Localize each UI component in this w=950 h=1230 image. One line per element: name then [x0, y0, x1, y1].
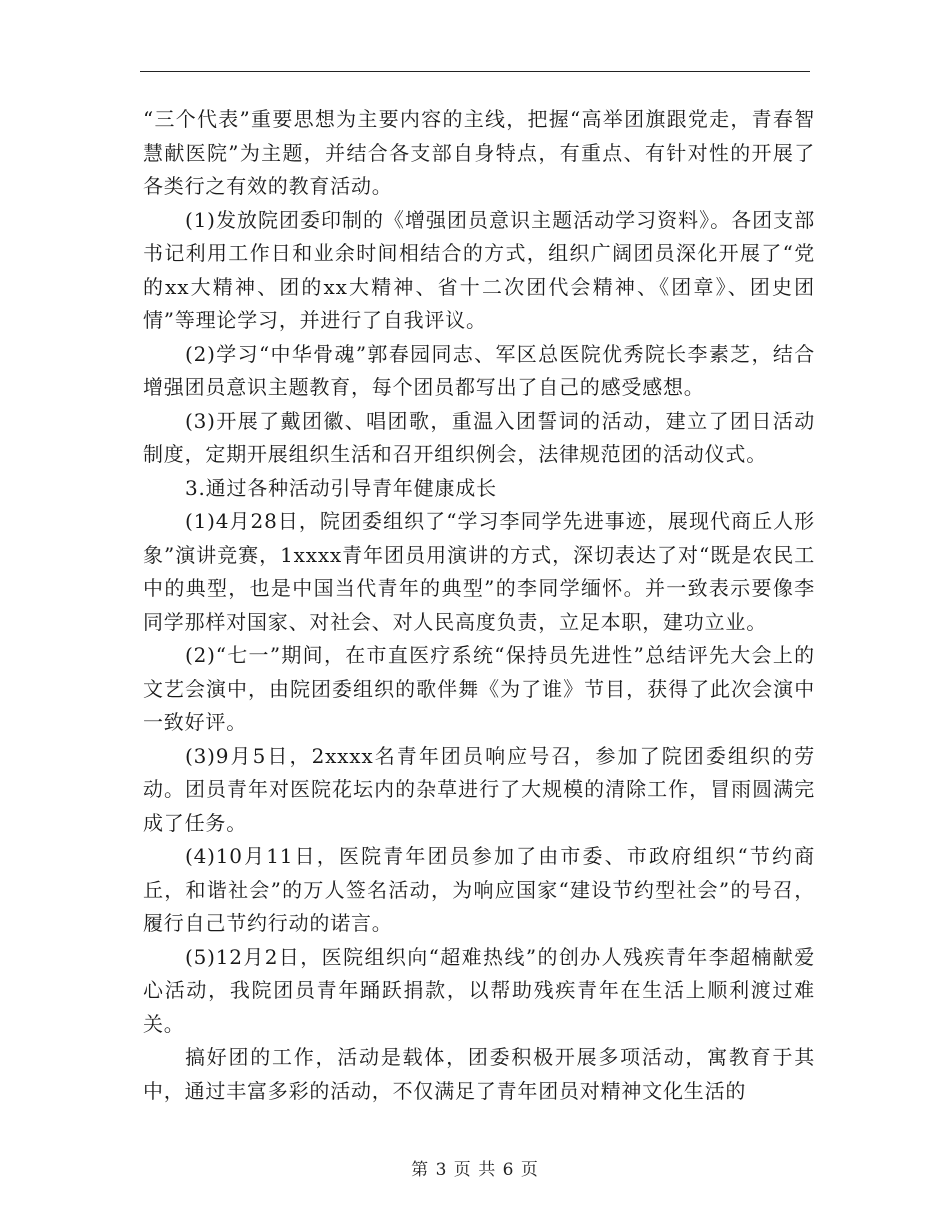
header-rule — [140, 71, 810, 72]
paragraph-3: (2)学习“中华骨魂”郭春园同志、军区总医院优秀院长李素芝，结合增强团员意识主题教育，每个团员都写出了自己的感受感想。 — [143, 341, 815, 399]
paragraph-7: (2)“七一”期间，在市直医疗系统“保持员先进性”总结评先大会上的文艺会演中，由院团委组织的歌伴舞《为了谁》节目，获得了此次会演中一致好评。 — [143, 643, 815, 734]
paragraph-2: (1)发放院团委印制的《增强团员意识主题活动学习资料》。各团支部书记利用工作日和业余时间相结合的方式，组织广阔团员深化开展了“党的xx大精神、团的xx大精神、省十二次团代会精神、《团章》、团史团情”等理论学习，并进行了自我评议。 — [143, 207, 815, 332]
paragraph-8: (3)9月5日，2xxxx名青年团员响应号召，参加了院团委组织的劳动。团员青年对医院花坛内的杂草进行了大规模的清除工作，冒雨圆满完成了任务。 — [143, 743, 815, 835]
body-text — [143, 103, 815, 1108]
page-number-footer: 第 3 页 共 6 页 — [411, 1160, 539, 1180]
section-heading: 3.通过各种活动引导青年健康成长 — [185, 475, 497, 500]
paragraph-10: (5)12月2日，医院组织向“超难热线”的创办人残疾青年李超楠献爱心活动，我院团员青年踊跃捐款，以帮助残疾青年在生活上顺利渡过难关。 — [143, 944, 815, 1036]
paragraph-9: (4)10月11日，医院青年团员参加了由市委、市政府组织“节约商丘，和谐社会”的万人签名活动，为响应国家“建设节约型社会”的号召，履行自己节约行动的诺言。 — [143, 844, 815, 935]
paragraph-6: (1)4月28日，院团委组织了“学习李同学先进事迹，展现代商丘人形象”演讲竞赛，1xxxx青年团员用演讲的方式，深切表达了对“既是农民工中的典型，也是中国当代青年的典型”的李同学缅怀。并一致表示要像李同学那样对国家、对社会、对人民高度负责，立足本职，建功立业。 — [143, 509, 815, 634]
paragraph-11: 搞好团的工作，活动是载体，团委积极开展多项活动，寓教育于其中，通过丰富多彩的活动，不仅满足了青年团员对精神文化生活的 — [143, 1045, 815, 1103]
paragraph-1: “三个代表”重要思想为主要内容的主线，把握“高举团旗跟党走，青春智慧献医院”为主题，并结合各支部自身特点，有重点、有针对性的开展了各类行之有效的教育活动。 — [143, 107, 815, 198]
paragraph-4: (3)开展了戴团徽、唱团歌，重温入团誓词的活动，建立了团日活动制度，定期开展组织生活和召开组织例会，法律规范团的活动仪式。 — [143, 408, 815, 466]
